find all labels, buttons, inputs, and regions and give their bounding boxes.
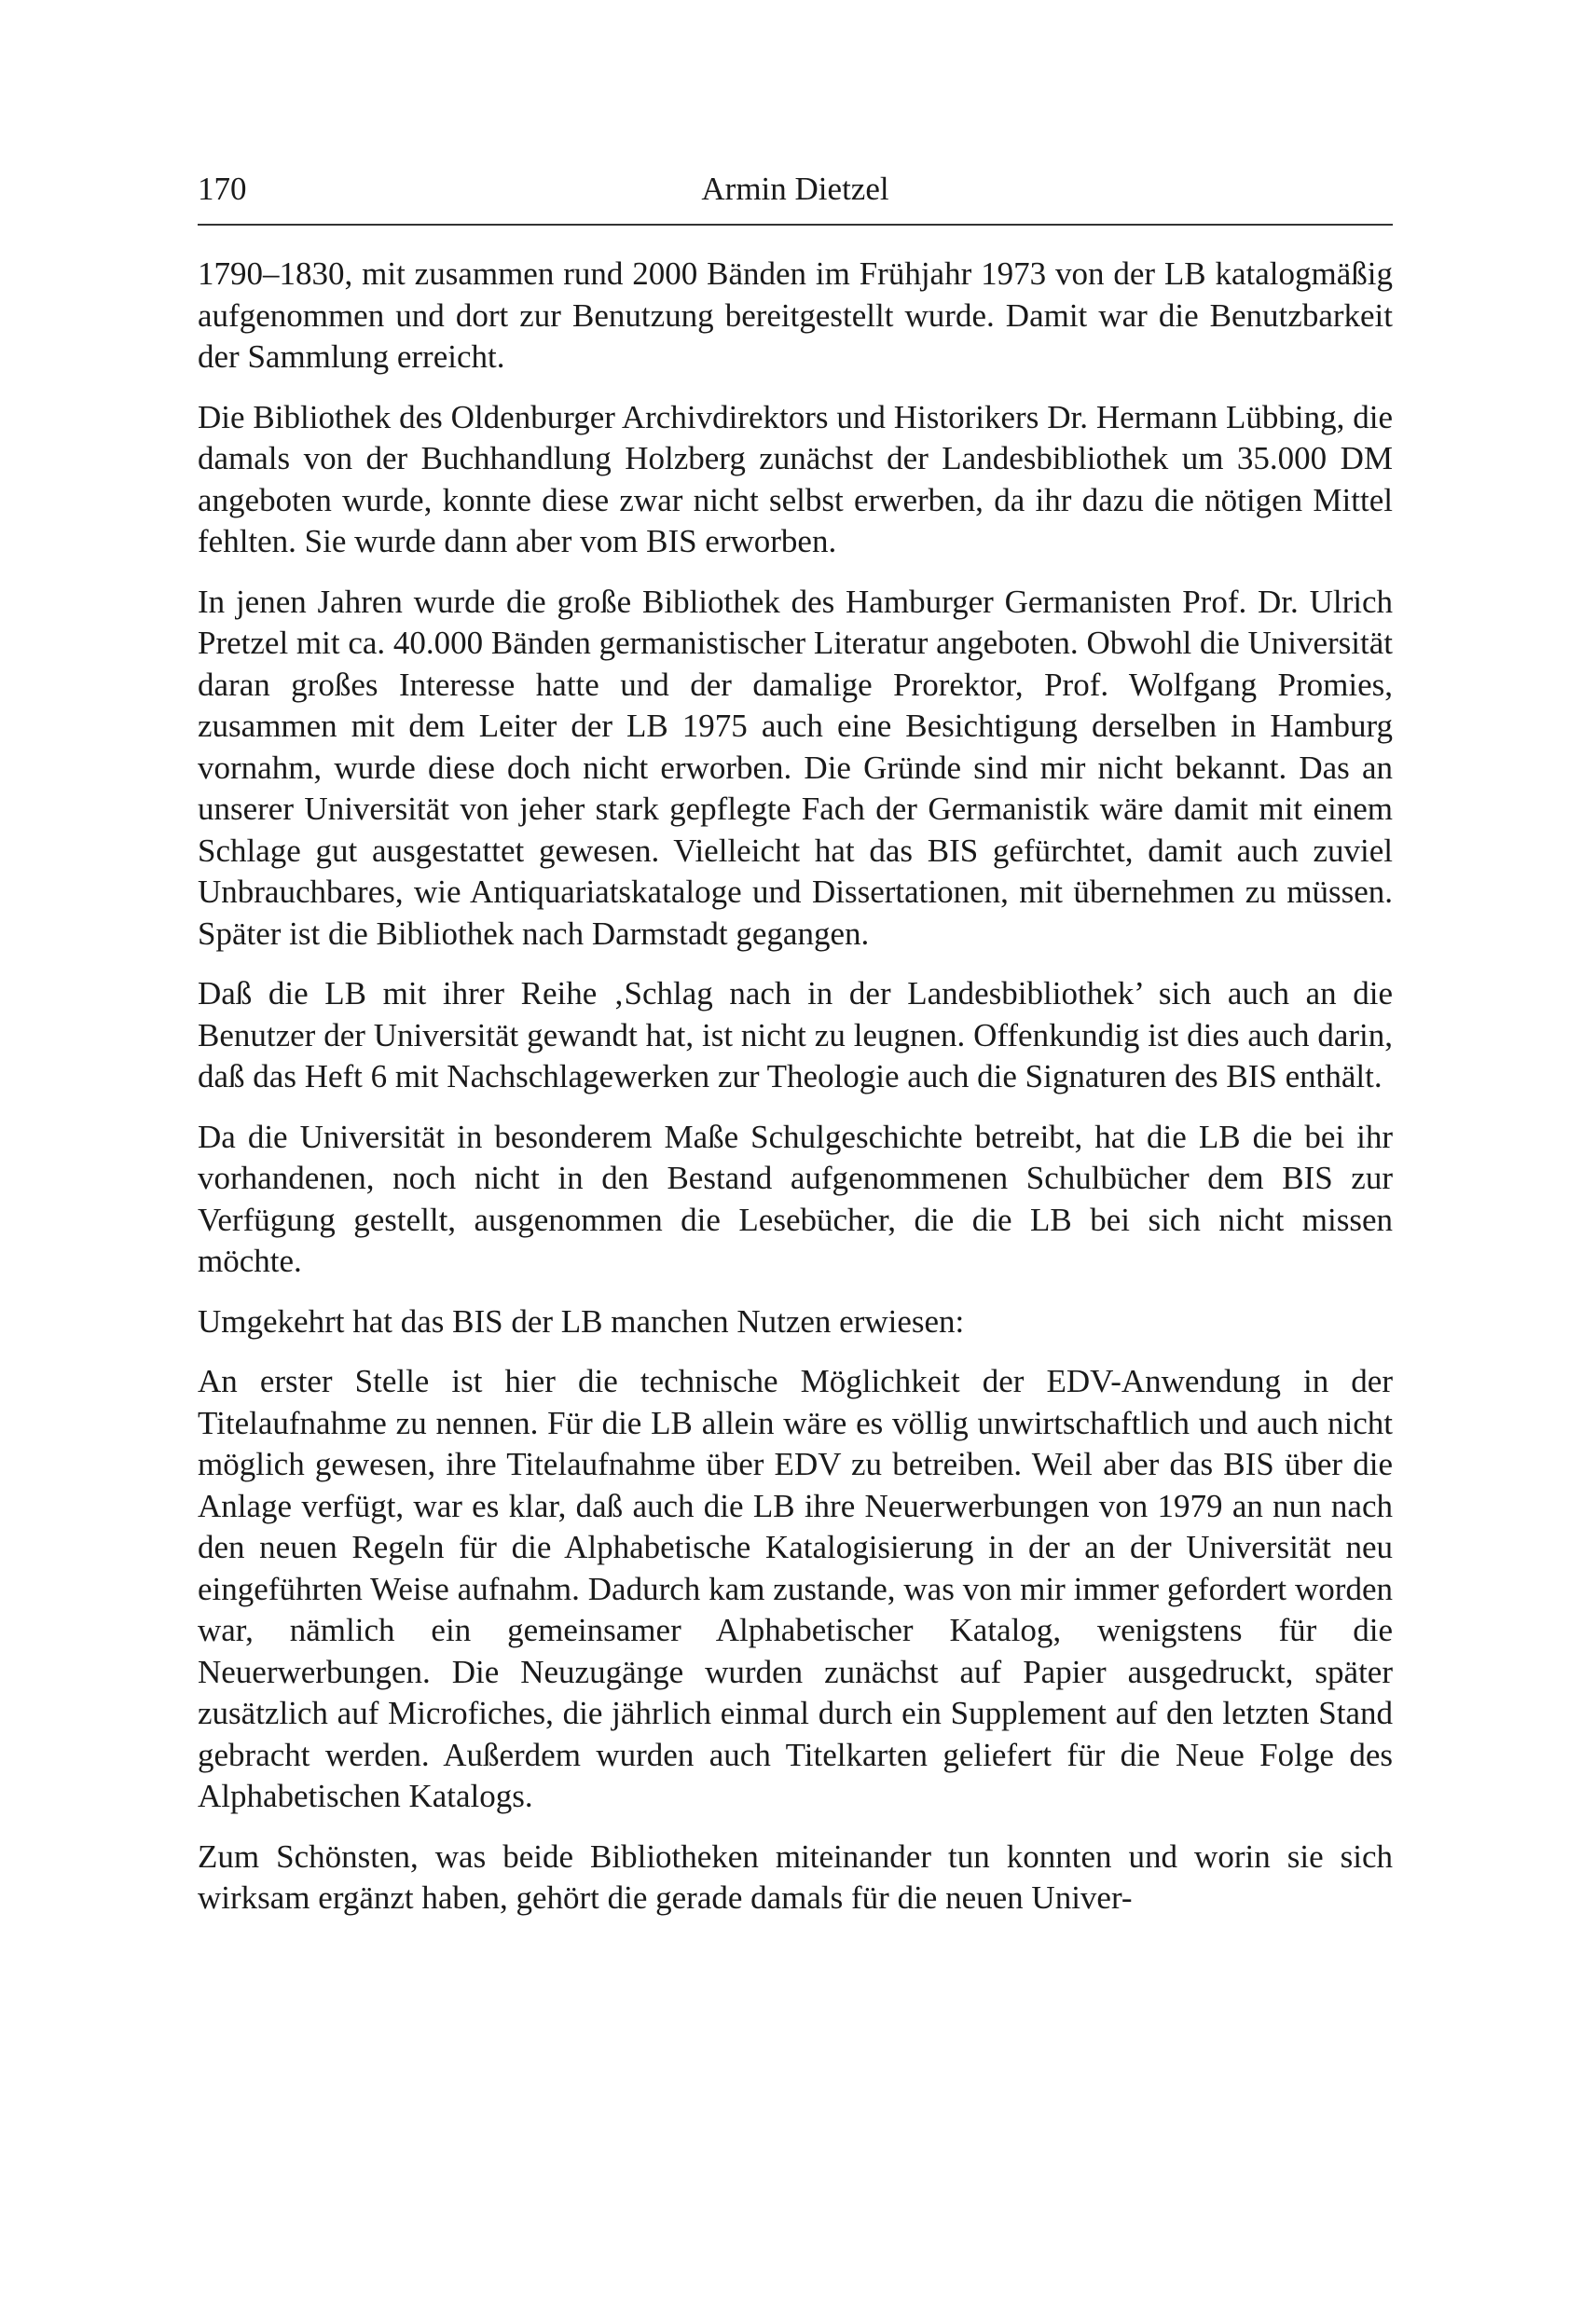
paragraph: An erster Stelle ist hier die technische Möglichkeit der EDV-Anwendung in der Titelaufnahme zu nennen. Für die LB allein wäre es völlig unwirtschaftlich und auch nicht möglich gewesen, ihre Titelaufnahme über EDV zu betreiben. Weil aber das BIS über die Anlage verfügt, war es klar, daß auch die LB ihre Neuerwerbungen von 1979 an nun nach den neuen Regeln für die Alphabetische Katalogisierung in der an der Universität neu eingeführten Weise aufnahm. Dadurch kam zustande, was von mir immer gefordert worden war, nämlich ein gemeinsamer Alphabetischer Katalog, wenigstens für die Neuerwerbungen. Die Neuzugänge wurden zunächst auf Papier ausgedruckt, später zusätzlich auf Microfiches, die jährlich einmal durch ein Supplement auf den letzten Stand gebracht werden. Außerdem wurden auch Titelkarten geliefert für die Neue Folge des Alphabetischen Katalogs.	[198, 1363, 1393, 1814]
body-text	[198, 254, 1393, 1920]
paragraph: Da die Universität in besonderem Maße Schulgeschichte betreibt, hat die LB die bei ihr vorhandenen, noch nicht in den Bestand aufgenommenen Schulbücher dem BIS zur Verfügung gestellt, ausgenommen die Lesebücher, die die LB bei sich nicht missen möchte.	[198, 1118, 1393, 1279]
page	[198, 168, 1393, 1938]
paragraph: Daß die LB mit ihrer Reihe ‚Schlag nach in der Landesbibliothek’ sich auch an die Benutzer der Universität gewandt hat, ist nicht zu leugnen. Offenkundig ist dies auch darin, daß das Heft 6 mit Nachschlagewerken zur Theologie auch die Signaturen des BIS enthält.	[198, 975, 1393, 1094]
paragraph: 1790–1830, mit zusammen rund 2000 Bänden im Frühjahr 1973 von der LB katalogmäßig aufgenommen und dort zur Benutzung bereitgestellt wurde. Damit war die Benutzbarkeit der Sammlung erreicht.	[198, 255, 1393, 375]
paragraph: Die Bibliothek des Oldenburger Archivdirektors und Historikers Dr. Hermann Lübbing, die damals von der Buchhandlung Holzberg zunächst der Landesbibliothek um 35.000 DM angeboten wurde, konnte diese zwar nicht selbst erwerben, da ihr dazu die nötigen Mittel fehlten. Sie wurde dann aber vom BIS erworben.	[198, 398, 1393, 559]
header-rule	[198, 224, 1393, 226]
page-number: 170	[198, 171, 247, 207]
running-head-author: Armin Dietzel	[701, 171, 889, 207]
paragraph: In jenen Jahren wurde die große Bibliothek des Hamburger Germanisten Prof. Dr. Ulrich Pretzel mit ca. 40.000 Bänden germanistischer Literatur angeboten. Obwohl die Universität daran großes Interesse hatte und der damalige Prorektor, Prof. Wolfgang Promies, zusammen mit dem Leiter der LB 1975 auch eine Besichtigung derselben in Hamburg vornahm, wurde diese doch nicht erworben. Die Gründe sind mir nicht bekannt. Das an unserer Universität von jeher stark gepflegte Fach der Germanistik wäre damit mit einem Schlage gut ausgestattet gewesen. Vielleicht hat das BIS gefürchtet, damit auch zuviel Unbrauchbares, wie Antiquariatskataloge und Dissertationen, mit übernehmen zu müssen. Später ist die Bibliothek nach Darmstadt gegangen.	[198, 583, 1393, 952]
running-head	[198, 168, 1393, 211]
paragraph: Umgekehrt hat das BIS der LB manchen Nutzen erwiesen:	[198, 1302, 965, 1340]
paragraph: Zum Schönsten, was beide Bibliotheken miteinander tun konnten und worin sie sich wirksam ergänzt haben, gehört die gerade damals für die neuen Univer-	[198, 1837, 1393, 1916]
